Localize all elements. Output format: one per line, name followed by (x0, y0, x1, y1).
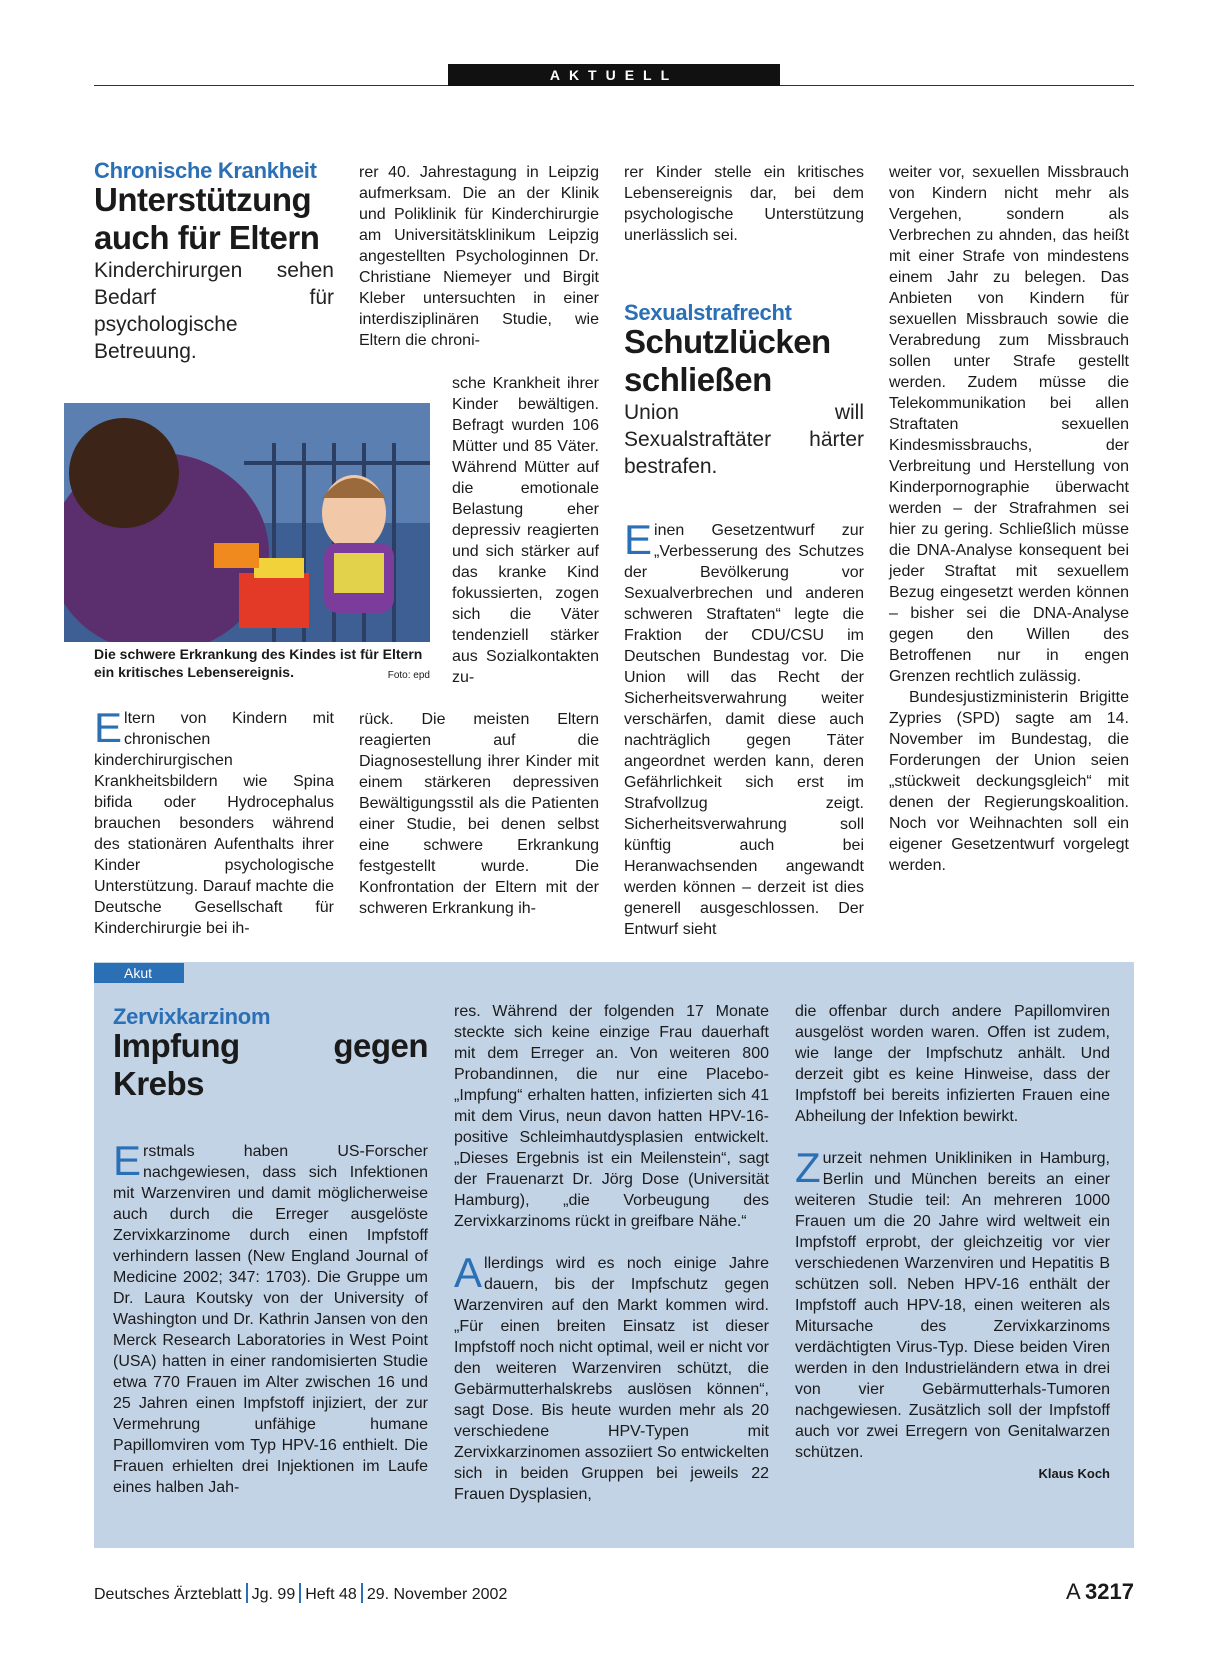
footer-issue: Heft 48 (305, 1586, 357, 1603)
article1-heading-block (94, 160, 334, 365)
article1-col2-top (359, 162, 599, 351)
article2-heading-block (624, 302, 864, 480)
footer-citation (94, 1583, 507, 1604)
photo-illustration (64, 403, 430, 642)
box-col1-dropcap: E (113, 1137, 142, 1184)
article2-col4-body (889, 162, 1129, 876)
box-headline: Impfung gegen Krebs (113, 1027, 428, 1102)
article2-dropcap: E (624, 516, 653, 563)
box-author: Klaus Koch (1038, 1466, 1110, 1481)
article2-kicker: Sexualstrafrecht (624, 300, 792, 325)
article1-photo (64, 403, 430, 642)
akut-tag: Akut (94, 963, 184, 983)
article1-col3-top-text: rer Kinder stelle ein kritisches Lebensereignis dar, bei dem psychologische Unterstützung unerlässlich sei. (624, 164, 864, 244)
footer-volume: Jg. 99 (251, 1586, 296, 1603)
article1-dropcap: E (94, 704, 123, 751)
article1-headline: Unterstützung auch für Eltern (94, 181, 320, 256)
page-prefix: A (1065, 1579, 1081, 1604)
photo-caption: Die schwere Erkrankung des Kindes ist für Eltern ein kritisches Lebensereignis. (94, 646, 423, 680)
article2-teaser: Union will Sexualstraftäter härter bestrafen. (624, 401, 864, 478)
box-col3-dropcap: Z (795, 1144, 821, 1191)
footer-date: 29. November 2002 (366, 1586, 508, 1603)
article1-col3-top (624, 162, 864, 246)
article1-teaser: Kinderchirurgen sehen Bedarf für psychologische Betreuung. (94, 259, 334, 363)
section-label: AKTUELL (448, 64, 780, 86)
footer-divider (299, 1583, 301, 1603)
article1-col2-bottom (359, 709, 599, 919)
box-col3-text: die offenbar durch andere Papillomviren ausgelöst worden waren. Offen ist zudem, wie lange der Impfschutz anhält. Und derzeit gibt es keine Hinweise, dass der Impfstoff bei bereits infizierten Frauen eine Abheilung der Infektion bewirkt. (795, 1003, 1110, 1125)
article1-col1-text: ltern von Kindern mit chronischen kinderchirurgischen Krankheitsbildern wie Spina bifida oder Hydrocephalus brauchen besonders während des stationären Aufenthalts ihrer Kinder psychologische Unterstützung. Darauf machte die Deutsche Gesellschaft für Kinderchirurgie bei ih- (94, 710, 334, 937)
page-number: 3217 (1085, 1579, 1134, 1604)
footer-journal: Deutsches Ärzteblatt (94, 1586, 242, 1603)
article2-col3-text: inen Gesetzentwurf zur „Verbesserung des Schutzes der Bevölkerung vor Sexualverbrechen und anderen schweren Straftaten“ legte die Fraktion der CDU/CSU im Deutschen Bundestag vor. Die Union will das Recht der Sicherheitsverwahrung weiter verschärfen, damit diese auch nachträglich gegen Täter angeordnet werden kann, deren Gefährlichkeit sich erst im Strafvollzug zeigt. Sicherheitsverwahrung soll künftig auch bei Heranwachsenden angewandt werden können – derzeit ist dies generell ausgeschlossen. Der Entwurf sieht (624, 522, 864, 938)
article2-col4-text2: Bundesjustizministerin Brigitte Zypries (SPD) sagte am 14. November im Bundestag, die Forderungen der Union seien „stückweit deckungsgleich“ mit denen der Regierungskoalition. Noch vor Weihnachten soll ein eigener Gesetzentwurf vorgelegt werden. (889, 689, 1129, 874)
box-col2-text2: llerdings wird es noch einige Jahre dauern, bis der Impfschutz gegen Warzenviren auf den Markt kommen wird. „Für einen breiten Einsatz ist dieser Impfstoff noch nicht optimal, weil er nicht vor den weiteren Warzenviren schützt, die Gebärmutterhalskrebs auslösen können“, sagt Dose. Bis heute wurden mehr als 20 verschiedene HPV-Typen mit Zervixkarzinomen assoziiert So entwickelten sich in beiden Gruppen bei jeweils 22 Frauen Dysplasien, (454, 1255, 769, 1503)
box-heading-block (113, 1006, 428, 1127)
article1-kicker: Chronische Krankheit (94, 158, 317, 183)
page-number-block (1066, 1579, 1134, 1605)
article2-col3-body (624, 516, 864, 940)
box-col3-text2: urzeit nehmen Unikliniken in Hamburg, Berlin und München bereits an einer weiteren Studie teil: An mehreren 1000 Frauen um die 20 Jahre wird weltweit ein Impfstoff erprobt, der gleichzeitig vor vier verschiedenen Warzenviren und Hepatitis B schützen soll. Neben HPV-16 enthält der Impfstoff auch HPV-18, einen weiteren als Mitursache des Zervixkarzinoms verdächtigten Virus-Typ. Diese beiden Viren werden in den Industrieländern etwa in drei von vier Gebärmutterhals-Tumoren nachgewiesen. Zusätzlich soll der Impfstoff auch vor zwei Erregern von Genitalwarzen schützen. (795, 1150, 1110, 1461)
box-col1-body (113, 1137, 428, 1498)
box-kicker: Zervixkarzinom (113, 1004, 271, 1029)
footer-divider (361, 1583, 363, 1603)
footer-divider (246, 1583, 248, 1603)
article1-col2-narrow-text: sche Krankheit ihrer Kinder bewältigen. Befragt wurden 106 Mütter und 85 Väter. Während Mütter auf die emotionale Belastung eher depressiv reagierten und sich stärker auf das kranke Kind fokussierten, zogen sich die Väter tendenziell stärker aus Sozialkontakten zu- (452, 375, 599, 686)
box-col2-text: res. Während der folgenden 17 Monate steckte sich keine einzige Frau dauerhaft mit dem Erreger an. Von weiteren 800 Probandinnen, die nur eine Placebo-„Impfung“ erhalten hatten, infizierten sich 41 mit dem Virus, neun davon hatten HPV-16-positive Schleimhautdysplasien entwickelt. „Dieses Ergebnis ist ein Meilenstein“, sagt der Frauenarzt Dr. Jörg Dose (Universität Hamburg), „die Vorbeugung des Zervixkarzinoms rückt in greifbare Nähe.“ (454, 1003, 769, 1230)
box-col1-text: rstmals haben US-Forscher nachgewiesen, dass sich Infektionen mit Warzenviren und damit möglicherweise auch durch die Erreger ausgelöste Zervixkarzinome durch einen Impfstoff verhindern lassen (New England Journal of Medicine 2002; 347: 1703). Die Gruppe um Dr. Laura Koutsky von der University of Washington und Dr. Kathrin Jansen von den Merck Research Laboratories in West Point (USA) hatten in einer randomisierten Studie etwa 770 Frauen im Alter zwischen 16 und 25 Jahren einen Impfstoff injiziert, der zur Vermehrung unfähige humane Papillomviren vom Typ HPV-16 enthielt. Die Frauen erhielten drei Injektionen im Laufe eines halben Jah- (113, 1143, 428, 1496)
article1-col2-top-text: rer 40. Jahrestagung in Leipzig aufmerksam. Die an der Klinik und Poliklinik für Kinderchirurgie am Universitätsklinikum Leipzig angestellten Psychologinnen Dr. Christiane Niemeyer und Birgit Kleber untersuchten in einer interdisziplinären Studie, wie Eltern die chroni- (359, 164, 599, 349)
article1-col2-narrow (452, 373, 599, 688)
article1-col1-body (94, 704, 334, 939)
article2-headline: Schutzlücken schließen (624, 323, 831, 398)
article2-col4-text: weiter vor, sexuellen Missbrauch von Kindern nicht mehr als Vergehen, sondern als Verbrechen zu ahnden, das heißt mit einer Strafe von mindestens einem Jahr zu belegen. Das Anbieten von Kindern für sexuellen Missbrauch sowie die Verabredung zum Missbrauch sollen unter Strafe gestellt werden. Zudem müsse die Telekommunikation bei allen Straftaten sexuellen Kindesmissbrauchs, der Verbreitung und Herstellung von Kinderpornographie überwacht werden – der Strafrahmen sei hier zu gering. Schließlich müsse die DNA-Analyse konsequent bei jeder Straftat mit sexuellem Bezug eingesetzt werden können – bisher sei die DNA-Analyse gegen den Willen des Betroffenen nur in engen Grenzen rechtlich zulässig. (889, 164, 1129, 685)
box-col2-body (454, 1001, 769, 1505)
photo-credit: Foto: epd (387, 670, 430, 681)
box-col3-body (795, 1001, 1110, 1484)
box-col2-dropcap: A (454, 1249, 483, 1296)
photo-caption-block (94, 645, 430, 685)
article1-col2-bottom-text: rück. Die meisten Eltern reagierten auf die Diagnosestellung ihrer Kinder mit einem stärkeren depressiven Bewältigungsstil als die Patienten einer Studie, bei denen selbst eine schwere Erkrankung festgestellt wurde. Die Konfrontation der Eltern mit der schweren Erkrankung ih- (359, 711, 599, 917)
